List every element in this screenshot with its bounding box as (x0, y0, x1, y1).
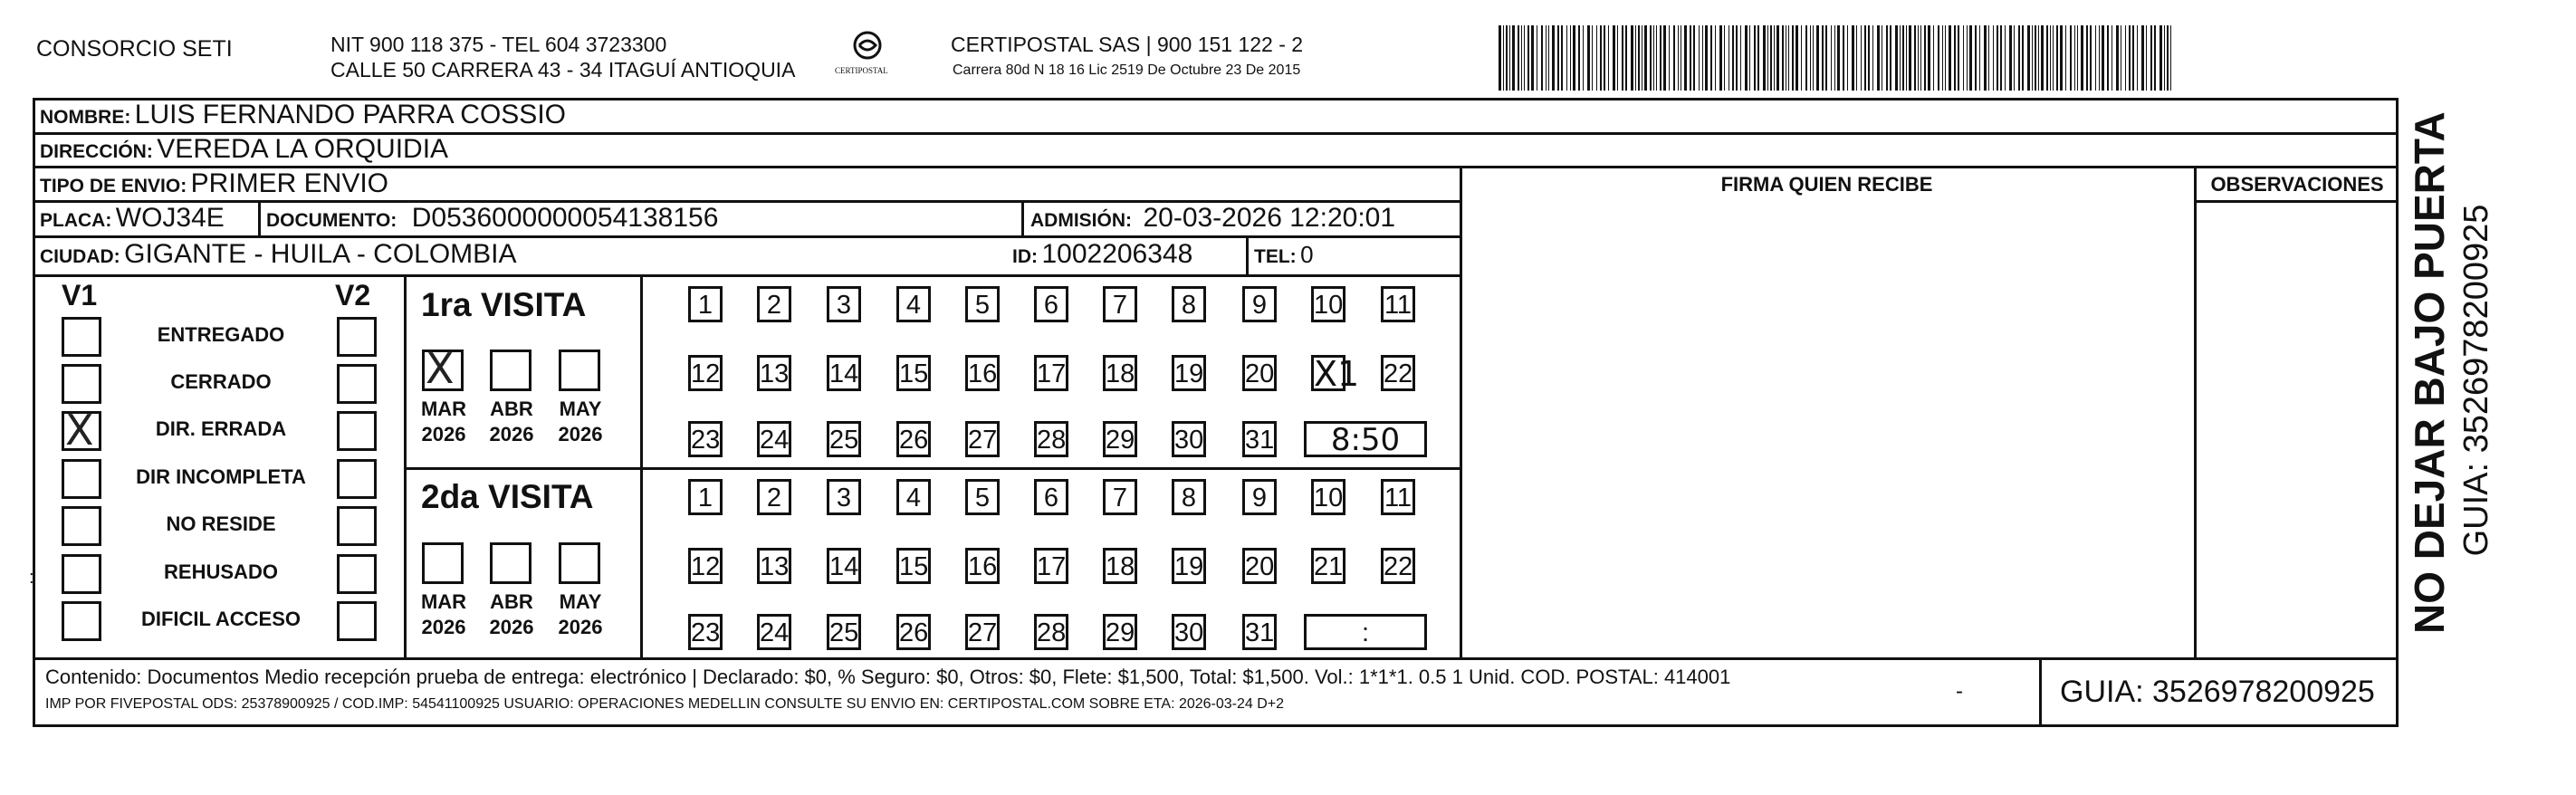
barcode-bar (1684, 25, 1687, 91)
barcode-bar (1792, 25, 1794, 91)
day-box[interactable]: 14 (827, 548, 861, 584)
tipo-value: PRIMER ENVIO (190, 168, 389, 198)
barcode-bar (1914, 25, 1916, 91)
footer-dash: - (1956, 679, 1963, 704)
barcode-bar (1604, 25, 1605, 91)
day-box[interactable]: 9 (1242, 286, 1277, 322)
day-box[interactable]: 24 (757, 421, 791, 457)
day-box[interactable]: 26 (896, 421, 931, 457)
barcode-bar (1557, 25, 1559, 91)
barcode-bar (1527, 25, 1529, 91)
barcode-bar (1933, 25, 1934, 91)
barcode-bar (1984, 25, 1987, 91)
barcode-bar (1782, 25, 1784, 91)
barcode-bar (2035, 25, 2036, 91)
barcode-bar (2027, 25, 2030, 91)
barcode-bar (2065, 25, 2066, 91)
barcode-bar (1548, 25, 1549, 91)
barcode-bar (1541, 25, 1543, 91)
day-box[interactable]: 7 (1103, 479, 1137, 515)
day-box[interactable]: 18 (1103, 355, 1137, 391)
company-nit: NIT 900 118 375 - TEL 604 3723300 (330, 33, 667, 56)
day-box[interactable]: 29 (1103, 421, 1137, 457)
barcode-bar (1942, 25, 1943, 91)
barcode-bar (2159, 25, 2162, 91)
barcode-bar (1745, 25, 1748, 91)
logo-icon (831, 27, 904, 91)
v2-label: V2 (335, 279, 371, 311)
barcode-bar (1710, 25, 1712, 91)
admision-label: ADMISIÓN: (1030, 210, 1132, 231)
observaciones-header: OBSERVACIONES (2210, 173, 2384, 196)
barcode-bar (1993, 25, 1994, 91)
month-mark: X (426, 344, 455, 393)
id-label: ID: (1012, 246, 1038, 267)
day-box[interactable]: 11 (1381, 286, 1415, 322)
footer-contenido: Contenido: Documentos Medio recepción prueba de entrega: electrónico | Declarado: $0, % Seguro: $0, Otros: $0, Flete: $1,500, Total: $1,500. Vol.: 1*1*1. 0.5 1 Unid. COD. POSTAL: 414001 (45, 666, 1731, 688)
tel-label: TEL: (1254, 246, 1297, 267)
barcode-bar (1831, 25, 1832, 91)
barcode-bar (2137, 25, 2138, 91)
barcode-bar (1757, 25, 1759, 91)
tel-row (1254, 243, 1314, 266)
day-box[interactable]: 17 (1034, 355, 1068, 391)
year-label: 2026 (558, 616, 603, 638)
side-guia: GUIA: 3526978200925 (2457, 204, 2495, 557)
day-box[interactable]: 19 (1172, 548, 1206, 584)
barcode-bar (1868, 25, 1870, 91)
barcode-bar (1699, 25, 1700, 91)
barcode-bar (1918, 25, 1919, 91)
day-box[interactable]: 6 (1034, 286, 1068, 322)
barcode-bar (1975, 25, 1977, 91)
status-label: DIR INCOMPLETA (136, 465, 306, 488)
day-box[interactable]: 23 (688, 614, 723, 650)
day-box[interactable]: 28 (1034, 421, 1068, 457)
barcode-bar (2081, 25, 2083, 91)
license-line: Carrera 80d N 18 16 Lic 2519 De Octubre 23 De 2015 (953, 62, 1301, 78)
day-box[interactable]: 31 (1242, 421, 1277, 457)
day-box[interactable]: 1 (688, 286, 723, 322)
day-box[interactable]: 4 (896, 479, 931, 515)
barcode-bar (2090, 25, 2092, 91)
documento-label: DOCUMENTO: (266, 210, 397, 231)
day-box[interactable] (1311, 354, 1360, 394)
barcode-bar (1902, 25, 1904, 91)
barcode-bar (1954, 25, 1956, 91)
month-checkbox[interactable] (559, 350, 600, 391)
barcode-bar (1816, 25, 1819, 91)
barcode-bar (1592, 25, 1593, 91)
admision-value: 20-03-2026 12:20:01 (1143, 203, 1396, 233)
id-value: 1002206348 (1041, 239, 1193, 269)
barcode-bar (1724, 25, 1725, 91)
footer-guia: GUIA: 3526978200925 (2060, 675, 2375, 709)
barcode-bar (1638, 25, 1640, 91)
tel-value: 0 (1300, 241, 1314, 268)
barcode-bar (1678, 25, 1679, 91)
barcode (1499, 25, 2178, 91)
barcode-bar (1663, 25, 1666, 91)
barcode-bar (1660, 25, 1661, 91)
barcode-bar (2164, 25, 2165, 91)
month-checkbox[interactable] (559, 542, 600, 584)
barcode-bar (1861, 25, 1862, 91)
barcode-bar (1673, 25, 1675, 91)
company-name: CONSORCIO SETI (36, 36, 233, 62)
carrier-line: CERTIPOSTAL SAS | 900 151 122 - 2 (951, 33, 1304, 56)
barcode-bar (2154, 25, 2156, 91)
year-label: 2026 (489, 616, 534, 638)
day-box[interactable]: 15 (896, 548, 931, 584)
nombre-value: LUIS FERNANDO PARRA COSSIO (134, 100, 566, 129)
barcode-bar (1801, 25, 1802, 91)
day-box[interactable]: 10 (1311, 479, 1345, 515)
day-box[interactable]: 1 (688, 479, 723, 515)
barcode-bar (2014, 25, 2015, 91)
barcode-bar (1518, 25, 1519, 91)
company-address: CALLE 50 CARRERA 43 - 34 ITAGUÍ ANTIOQUIA (330, 58, 796, 81)
placa-value: WOJ34E (115, 203, 225, 233)
barcode-bar (1552, 25, 1555, 91)
barcode-bar (1656, 25, 1657, 91)
barcode-bar (1906, 25, 1907, 91)
day-box[interactable]: 25 (827, 614, 861, 650)
barcode-bar (2032, 25, 2033, 91)
barcode-bar (2041, 25, 2044, 91)
day-box[interactable]: 16 (965, 355, 1000, 391)
barcode-bar (2056, 25, 2058, 91)
barcode-bar (1763, 25, 1766, 91)
day-box[interactable]: 21 (1311, 548, 1345, 584)
barcode-bar (1617, 25, 1618, 91)
day-box[interactable]: 12 (688, 355, 723, 391)
month-checkbox[interactable] (490, 350, 531, 391)
barcode-bar (1578, 25, 1580, 91)
barcode-bar (2146, 25, 2147, 91)
barcode-bar (1813, 25, 1814, 91)
day-box[interactable]: 25 (827, 421, 861, 457)
barcode-bar (1736, 25, 1738, 91)
year-label: 2026 (489, 423, 534, 445)
barcode-bar (1979, 25, 1980, 91)
barcode-bar (1653, 25, 1654, 91)
day-box[interactable]: 9 (1242, 479, 1277, 515)
barcode-bar (1852, 25, 1854, 91)
day-box[interactable]: 17 (1034, 548, 1068, 584)
barcode-bar (1969, 25, 1972, 91)
ciudad-label: CIUDAD: (40, 246, 120, 267)
status-label: DIFICIL ACCESO (140, 608, 301, 630)
barcode-bar (1690, 25, 1691, 91)
day-box[interactable]: 10 (1311, 286, 1345, 322)
barcode-bar (1600, 25, 1602, 91)
day-box[interactable]: 27 (965, 614, 1000, 650)
barcode-bar (1864, 25, 1866, 91)
barcode-bar (1776, 25, 1779, 91)
day-box[interactable]: 23 (688, 421, 723, 457)
day-box[interactable]: 18 (1103, 548, 1137, 584)
barcode-bar (1749, 25, 1750, 91)
barcode-bar (2000, 25, 2002, 91)
barcode-bar (1847, 25, 1848, 91)
month-label: MAR (420, 590, 467, 613)
barcode-bar (2125, 25, 2126, 91)
day-box[interactable]: 8 (1172, 479, 1206, 515)
barcode-bar (2046, 25, 2048, 91)
placa-row (40, 205, 225, 232)
day-box[interactable]: 12 (688, 548, 723, 584)
barcode-bar (1546, 25, 1547, 91)
barcode-bar (2116, 25, 2119, 91)
barcode-bar (1825, 25, 1827, 91)
month-label: MAY (559, 398, 602, 420)
barcode-bar (1635, 25, 1636, 91)
barcode-bar (1872, 25, 1873, 91)
day-box[interactable]: 30 (1172, 614, 1206, 650)
barcode-bar (1958, 25, 1959, 91)
day-box[interactable]: 8 (1172, 286, 1206, 322)
direccion-label: DIRECCIÓN: (40, 141, 153, 162)
barcode-bar (1561, 25, 1563, 91)
barcode-bar (2060, 25, 2063, 91)
month-label: ABR (490, 398, 533, 420)
year-label: 2026 (421, 423, 466, 445)
barcode-bar (1767, 25, 1768, 91)
barcode-bar (1837, 25, 1840, 91)
barcode-bar (1715, 25, 1716, 91)
barcode-bar (1503, 25, 1504, 91)
status-label: NO RESIDE (166, 512, 276, 535)
status-label: DIR. ERRADA (155, 417, 287, 440)
month-label: ABR (490, 590, 533, 613)
month-checkbox[interactable] (490, 542, 531, 584)
barcode-bar (1834, 25, 1835, 91)
ciudad-row (40, 241, 517, 268)
logo-wordmark: CERTIPOSTAL (835, 66, 888, 75)
barcode-bar (1963, 25, 1964, 91)
status-label: CERRADO (170, 370, 272, 393)
day-box[interactable]: 4 (896, 286, 931, 322)
barcode-bar (2141, 25, 2144, 91)
day-box[interactable]: 24 (757, 614, 791, 650)
barcode-bar (2129, 25, 2131, 91)
barcode-bar (1843, 25, 1844, 91)
barcode-bar (1796, 25, 1798, 91)
barcode-bar (1512, 25, 1515, 91)
barcode-bar (1566, 25, 1567, 91)
barcode-bar (1770, 25, 1772, 91)
day-box[interactable]: 5 (965, 479, 1000, 515)
barcode-bar (1967, 25, 1968, 91)
barcode-bar (1924, 25, 1926, 91)
barcode-bar (2022, 25, 2024, 91)
footer-imp: IMP POR FIVEPOSTAL ODS: 25378900925 / COD.IMP: 54541100925 USUARIO: OPERACIONES MEDELLIN CONSULTE SU ENVIO EN: CERTIPOSTAL.COM SOBRE ETA: 2026-03-24 D+2 (45, 696, 1285, 712)
barcode-bar (1702, 25, 1703, 91)
day-box[interactable]: 6 (1034, 479, 1068, 515)
barcode-bar (1596, 25, 1597, 91)
barcode-bar (1613, 25, 1615, 91)
direccion-value: VEREDA LA ORQUIDIA (157, 134, 449, 164)
day-box[interactable]: 13 (757, 548, 791, 584)
barcode-bar (1949, 25, 1951, 91)
day-box[interactable]: 15 (896, 355, 931, 391)
day-box[interactable]: 20 (1242, 355, 1277, 391)
barcode-bar (1583, 25, 1584, 91)
barcode-bar (2018, 25, 2020, 91)
barcode-bar (2107, 25, 2109, 91)
nombre-label: NOMBRE: (40, 107, 131, 128)
barcode-bar (1570, 25, 1571, 91)
day-box[interactable]: 5 (965, 286, 1000, 322)
barcode-bar (1945, 25, 1946, 91)
barcode-bar (1732, 25, 1734, 91)
barcode-bar (1740, 25, 1741, 91)
barcode-bar (1719, 25, 1722, 91)
day-21-mark: X1 (1314, 354, 1360, 394)
day-box[interactable]: 14 (827, 355, 861, 391)
barcode-bar (1608, 25, 1609, 91)
barcode-bar (2102, 25, 2104, 91)
barcode-bar (1774, 25, 1775, 91)
month-label: MAY (559, 590, 602, 613)
barcode-bar (2074, 25, 2075, 91)
nombre-row (40, 101, 566, 129)
tipo-row (40, 170, 388, 197)
day-box[interactable]: 2 (757, 286, 791, 322)
barcode-bar (1886, 25, 1888, 91)
second-visit-title: 2da VISITA (421, 478, 594, 515)
status-label: ENTREGADO (157, 323, 285, 346)
placa-label: PLACA: (40, 210, 112, 231)
direccion-row (40, 136, 448, 163)
barcode-bar (2170, 25, 2171, 91)
barcode-bar (1890, 25, 1891, 91)
barcode-bar (1856, 25, 1857, 91)
barcode-bar (1521, 25, 1522, 91)
tipo-label: TIPO DE ENVIO: (40, 176, 187, 196)
status-label: REHUSADO (164, 560, 278, 583)
barcode-bar (2086, 25, 2088, 91)
barcode-bar (1524, 25, 1525, 91)
day-box[interactable]: 13 (757, 355, 791, 391)
barcode-bar (1754, 25, 1756, 91)
barcode-bar (1938, 25, 1939, 91)
barcode-bar (1822, 25, 1824, 91)
barcode-bar (2077, 25, 2078, 91)
barcode-bar (1900, 25, 1901, 91)
day-box[interactable]: 31 (1242, 614, 1277, 650)
barcode-bar (2050, 25, 2051, 91)
barcode-bar (2132, 25, 2134, 91)
barcode-bar (1909, 25, 1911, 91)
barcode-bar (1805, 25, 1807, 91)
barcode-bar (2150, 25, 2152, 91)
barcode-bar (1506, 25, 1508, 91)
day-box[interactable]: 2 (757, 479, 791, 515)
day-box[interactable]: 19 (1172, 355, 1206, 391)
barcode-bar (2070, 25, 2072, 91)
barcode-bar (1625, 25, 1627, 91)
year-label: 2026 (558, 423, 603, 445)
barcode-bar (1650, 25, 1652, 91)
documento-value: D0536000000054138156 (411, 203, 719, 233)
certipostal-logo (831, 27, 904, 91)
month-checkbox[interactable] (422, 542, 464, 584)
barcode-bar (2038, 25, 2039, 91)
barcode-bar (1499, 25, 1501, 91)
barcode-bar (1788, 25, 1789, 91)
day-box[interactable]: 11 (1381, 479, 1415, 515)
month-label: MAR (420, 398, 467, 420)
barcode-bar (1587, 25, 1590, 91)
day-box[interactable]: 3 (827, 479, 861, 515)
barcode-bar (1895, 25, 1898, 91)
documento-row (266, 205, 718, 232)
v1-mark: X (65, 406, 94, 455)
first-visit-time[interactable]: 8:50 (1304, 421, 1427, 457)
barcode-bar (1644, 25, 1647, 91)
barcode-bar (1877, 25, 1880, 91)
barcode-bar (1997, 25, 1998, 91)
v1-label: V1 (62, 279, 98, 311)
barcode-bar (1920, 25, 1921, 91)
barcode-bar (1669, 25, 1670, 91)
second-visit-time[interactable]: : (1304, 614, 1427, 650)
firma-header: FIRMA QUIEN RECIBE (1720, 173, 1933, 196)
barcode-bar (2167, 25, 2169, 91)
day-box[interactable]: 7 (1103, 286, 1137, 322)
barcode-bar (1631, 25, 1633, 91)
day-box[interactable]: 27 (965, 421, 1000, 457)
day-box[interactable]: 3 (827, 286, 861, 322)
side-notice: NO DEJAR BAJO PUERTA (2406, 111, 2453, 634)
barcode-bar (2095, 25, 2096, 91)
year-label: 2026 (421, 616, 466, 638)
barcode-bar (1693, 25, 1695, 91)
barcode-bar (1531, 25, 1534, 91)
day-box[interactable]: 22 (1381, 355, 1415, 391)
barcode-bar (2053, 25, 2054, 91)
barcode-bar (1705, 25, 1708, 91)
ciudad-value: GIGANTE - HUILA - COLOMBIA (124, 239, 517, 269)
barcode-bar (2005, 25, 2006, 91)
day-box[interactable]: 28 (1034, 614, 1068, 650)
day-box[interactable]: 29 (1103, 614, 1137, 650)
id-row (1012, 241, 1192, 268)
day-box[interactable]: 20 (1242, 548, 1277, 584)
first-visit-title: 1ra VISITA (421, 286, 587, 323)
barcode-bar (1810, 25, 1811, 91)
day-box[interactable]: 22 (1381, 548, 1415, 584)
margin-mark: : (29, 568, 34, 588)
barcode-bar (1928, 25, 1930, 91)
barcode-bar (2099, 25, 2100, 91)
day-box[interactable]: 26 (896, 614, 931, 650)
day-box[interactable]: 16 (965, 548, 1000, 584)
admision-row (1030, 205, 1395, 232)
barcode-bar (1988, 25, 1989, 91)
barcode-bar (1509, 25, 1510, 91)
barcode-bar (1622, 25, 1623, 91)
barcode-bar (2009, 25, 2012, 91)
barcode-bar (1573, 25, 1575, 91)
day-box[interactable]: 30 (1172, 421, 1206, 457)
